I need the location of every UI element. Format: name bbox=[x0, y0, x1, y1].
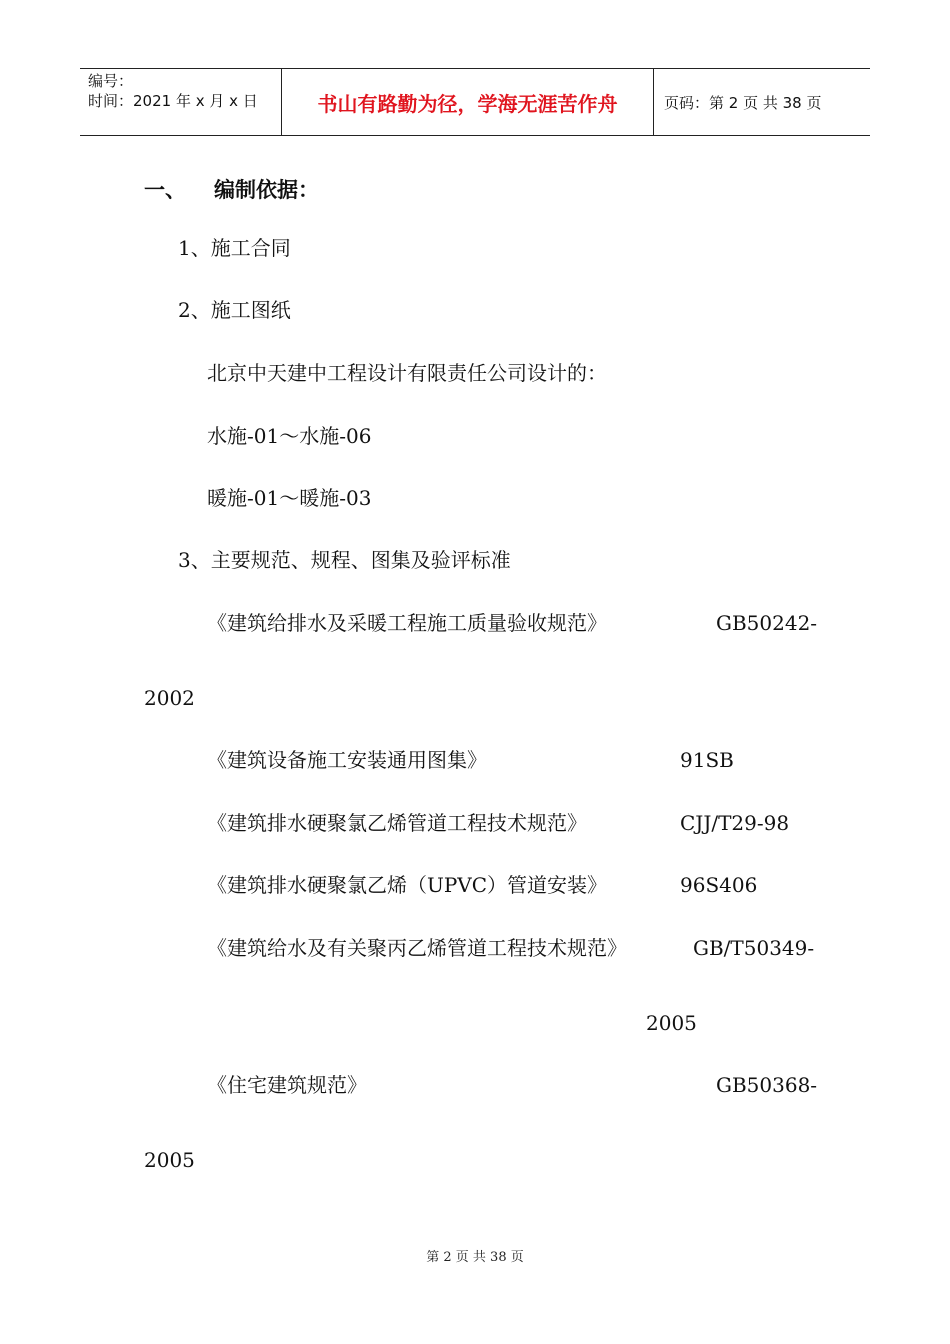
standard-name: 《建筑设备施工安装通用图集》 bbox=[207, 748, 487, 772]
document-time-label: 时间：2021 年 x 月 x 日 bbox=[88, 92, 258, 110]
standard-name: 《建筑排水硬聚氯乙烯管道工程技术规范》 bbox=[207, 811, 587, 835]
standard-code: 91SB bbox=[680, 748, 734, 772]
standard-code: 96S406 bbox=[680, 873, 758, 897]
section-number: 一、 bbox=[144, 178, 186, 202]
standard-code-continuation: 2005 bbox=[144, 1148, 195, 1172]
standard-name: 《建筑排水硬聚氯乙烯（UPVC）管道安装》 bbox=[207, 873, 608, 897]
page-footer: 第 2 页 共 38 页 bbox=[426, 1250, 524, 1265]
document-number-label: 编号： bbox=[88, 72, 134, 90]
standard-code-continuation: 2002 bbox=[144, 686, 195, 710]
list-item-contract: 1、施工合同 bbox=[178, 236, 291, 260]
standard-name: 《建筑给水及有关聚丙乙烯管道工程技术规范》 bbox=[207, 936, 627, 960]
standard-code: GB50242- bbox=[716, 611, 818, 635]
standard-name: 《住宅建筑规范》 bbox=[207, 1073, 367, 1097]
section-title: 编制依据： bbox=[214, 178, 319, 202]
list-item-standards: 3、主要规范、规程、图集及验评标准 bbox=[178, 548, 511, 572]
section-heading bbox=[144, 174, 319, 204]
standard-code: GB/T50349- bbox=[693, 936, 815, 960]
header-meta-cell bbox=[80, 69, 282, 135]
standard-name: 《建筑给排水及采暖工程施工质量验收规范》 bbox=[207, 611, 607, 635]
header-page-info: 页码：第 2 页 共 38 页 bbox=[664, 93, 822, 112]
list-item-drawings: 2、施工图纸 bbox=[178, 298, 291, 322]
document-header bbox=[80, 68, 870, 136]
drawing-range-heating: 暖施-01～暖施-03 bbox=[207, 486, 372, 510]
header-motto: 书山有路勤为径，学海无涯苦作舟 bbox=[282, 69, 654, 135]
standard-code: GB50368- bbox=[716, 1073, 818, 1097]
drawing-range-water: 水施-01～水施-06 bbox=[207, 424, 372, 448]
designer-text: 北京中天建中工程设计有限责任公司设计的： bbox=[207, 361, 607, 385]
standard-code: CJJ/T29-98 bbox=[680, 811, 790, 835]
standard-code-continuation: 2005 bbox=[646, 1011, 697, 1035]
